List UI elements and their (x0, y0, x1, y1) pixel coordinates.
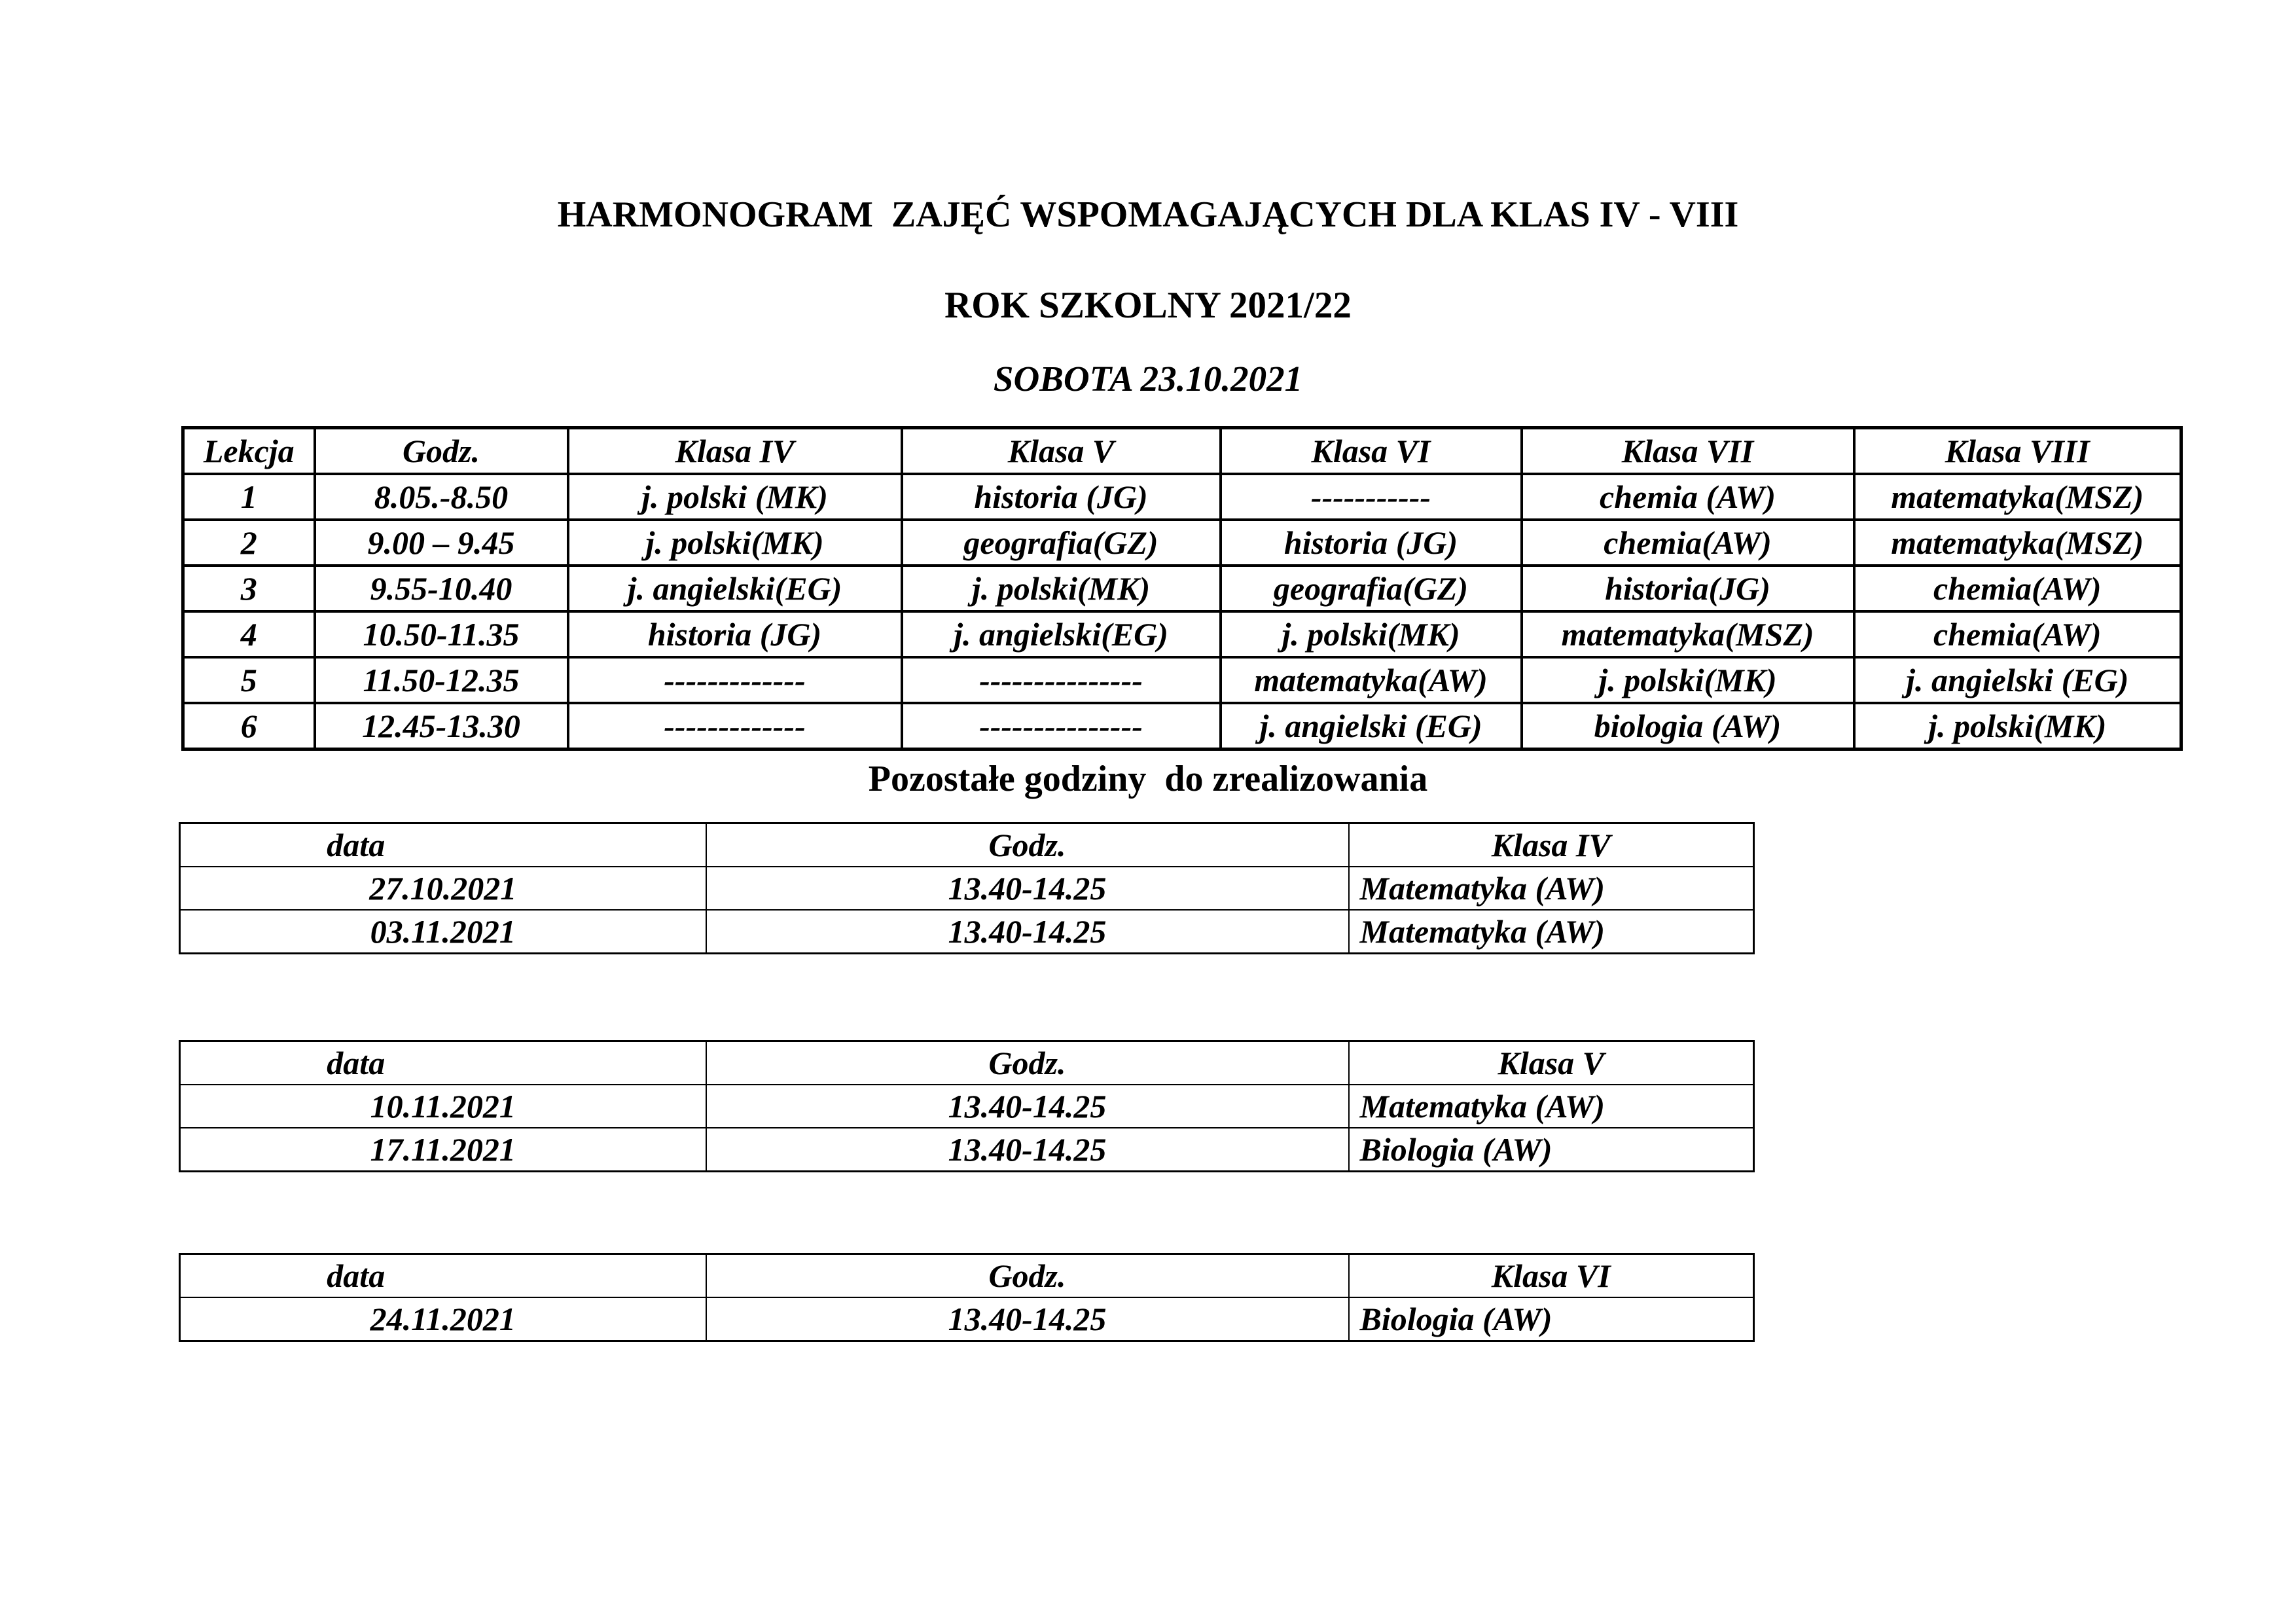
subject-cell: geografia(GZ) (902, 520, 1221, 566)
subject-cell: --------------- (902, 703, 1221, 749)
col-header-data: data (180, 1254, 706, 1298)
subject-cell: ------------- (568, 657, 902, 703)
subject-cell: j. polski(MK) (1522, 657, 1854, 703)
time-cell: 8.05.-8.50 (315, 474, 568, 520)
subject-cell: j. polski(MK) (1221, 611, 1522, 657)
date-cell: 17.11.2021 (180, 1128, 706, 1172)
extra-row (180, 867, 1754, 910)
subject-cell: matematyka(MSZ) (1522, 611, 1854, 657)
lesson-number-cell: 1 (183, 474, 315, 520)
extra-row (180, 910, 1754, 954)
subject-cell: geografia(GZ) (1221, 566, 1522, 611)
time-cell: 9.55-10.40 (315, 566, 568, 611)
subject-cell: Matematyka (AW) (1349, 910, 1754, 954)
extra-hours-table-klasa-vi (179, 1253, 1755, 1342)
subject-cell: j. polski(MK) (902, 566, 1221, 611)
subject-cell: Biologia (AW) (1349, 1128, 1754, 1172)
subject-cell: ----------- (1221, 474, 1522, 520)
col-header-godz: Godz. (706, 1041, 1349, 1085)
subject-cell: j. angielski(EG) (568, 566, 902, 611)
col-header-klasa-vi: Klasa VI (1221, 428, 1522, 475)
subject-cell: --------------- (902, 657, 1221, 703)
date-cell: 27.10.2021 (180, 867, 706, 910)
subject-cell: historia (JG) (902, 474, 1221, 520)
col-header-godz: Godz. (706, 823, 1349, 867)
col-header-godz: Godz. (315, 428, 568, 475)
lesson-number-cell: 5 (183, 657, 315, 703)
lesson-row (183, 566, 2181, 611)
extra-row (180, 1128, 1754, 1172)
lesson-number-cell: 4 (183, 611, 315, 657)
col-header-lekcja: Lekcja (183, 428, 315, 475)
subject-cell: biologia (AW) (1522, 703, 1854, 749)
subject-cell: chemia(AW) (1854, 566, 2181, 611)
lesson-number-cell: 6 (183, 703, 315, 749)
time-cell: 12.45-13.30 (315, 703, 568, 749)
col-header-data: data (180, 823, 706, 867)
date-cell: 10.11.2021 (180, 1085, 706, 1128)
extra-hours-table-klasa-iv (179, 822, 1755, 954)
subject-cell: chemia(AW) (1854, 611, 2181, 657)
subject-cell: ------------- (568, 703, 902, 749)
time-cell: 13.40-14.25 (706, 910, 1349, 954)
school-year-subtitle: ROK SZKOLNY 2021/22 (944, 285, 1352, 326)
subject-cell: historia(JG) (1522, 566, 1854, 611)
subject-cell: j. angielski (EG) (1854, 657, 2181, 703)
lesson-row (183, 520, 2181, 566)
time-cell: 13.40-14.25 (706, 867, 1349, 910)
time-cell: 11.50-12.35 (315, 657, 568, 703)
date-cell: 24.11.2021 (180, 1297, 706, 1341)
subject-cell: historia (JG) (568, 611, 902, 657)
subject-cell: chemia(AW) (1522, 520, 1854, 566)
extra-table-header-row (180, 1254, 1754, 1298)
main-schedule-table (181, 426, 2183, 751)
col-header-klasa-v: Klasa V (902, 428, 1221, 475)
col-header-klasa: Klasa IV (1349, 823, 1754, 867)
subject-cell: Biologia (AW) (1349, 1297, 1754, 1341)
lesson-row (183, 703, 2181, 749)
col-header-klasa-viii: Klasa VIII (1854, 428, 2181, 475)
col-header-data: data (180, 1041, 706, 1085)
subject-cell: chemia (AW) (1522, 474, 1854, 520)
subject-cell: Matematyka (AW) (1349, 867, 1754, 910)
subject-cell: j. angielski (EG) (1221, 703, 1522, 749)
extra-row (180, 1297, 1754, 1341)
subject-cell: matematyka(AW) (1221, 657, 1522, 703)
time-cell: 13.40-14.25 (706, 1297, 1349, 1341)
time-cell: 13.40-14.25 (706, 1085, 1349, 1128)
extra-table-header-row (180, 823, 1754, 867)
extra-row (180, 1085, 1754, 1128)
document-title: HARMONOGRAM ZAJĘĆ WSPOMAGAJĄCYCH DLA KLAS IV - VIII (557, 194, 1739, 235)
section-heading: Pozostałe godziny do zrealizowania (868, 759, 1428, 799)
subject-cell: matematyka(MSZ) (1854, 474, 2181, 520)
main-table-header-row (183, 428, 2181, 475)
subject-cell: matematyka(MSZ) (1854, 520, 2181, 566)
subject-cell: j. polski (MK) (568, 474, 902, 520)
extra-hours-table-klasa-v (179, 1040, 1755, 1172)
lesson-row (183, 474, 2181, 520)
col-header-klasa: Klasa VI (1349, 1254, 1754, 1298)
date-subtitle: SOBOTA 23.10.2021 (993, 359, 1303, 399)
col-header-klasa-vii: Klasa VII (1522, 428, 1854, 475)
subject-cell: j. angielski(EG) (902, 611, 1221, 657)
subject-cell: historia (JG) (1221, 520, 1522, 566)
col-header-klasa-iv: Klasa IV (568, 428, 902, 475)
subject-cell: j. polski(MK) (568, 520, 902, 566)
extra-table-header-row (180, 1041, 1754, 1085)
col-header-klasa: Klasa V (1349, 1041, 1754, 1085)
time-cell: 13.40-14.25 (706, 1128, 1349, 1172)
date-cell: 03.11.2021 (180, 910, 706, 954)
time-cell: 9.00 – 9.45 (315, 520, 568, 566)
lesson-row (183, 657, 2181, 703)
time-cell: 10.50-11.35 (315, 611, 568, 657)
lesson-row (183, 611, 2181, 657)
lesson-number-cell: 2 (183, 520, 315, 566)
lesson-number-cell: 3 (183, 566, 315, 611)
subject-cell: j. polski(MK) (1854, 703, 2181, 749)
col-header-godz: Godz. (706, 1254, 1349, 1298)
subject-cell: Matematyka (AW) (1349, 1085, 1754, 1128)
